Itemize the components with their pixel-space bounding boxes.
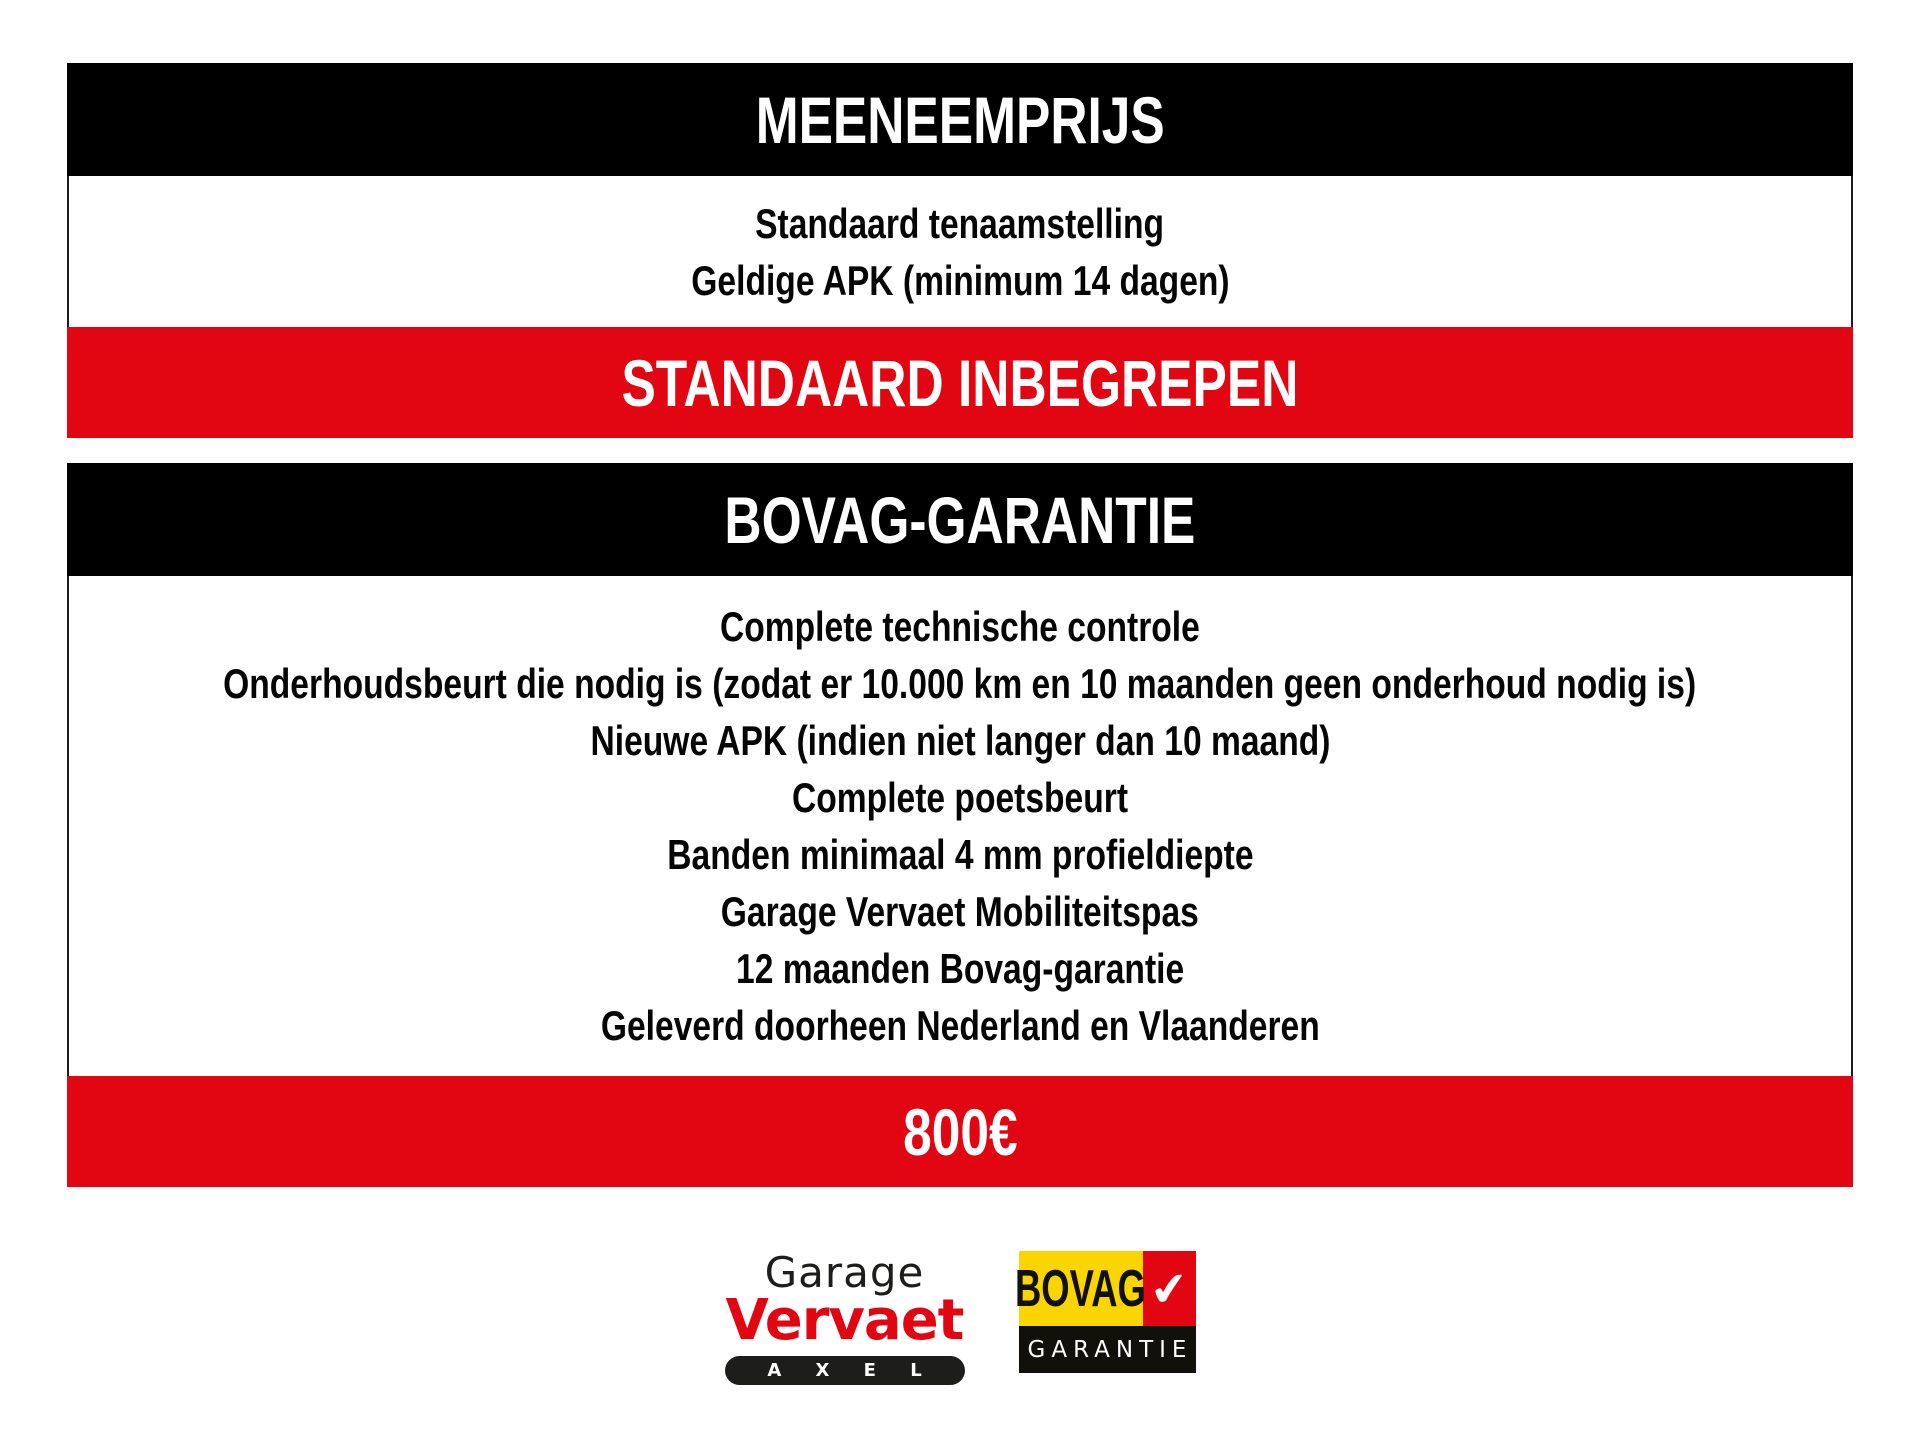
section-divider-gap — [0, 438, 1920, 463]
garantie-item: 12 maanden Bovag-garantie — [735, 945, 1185, 992]
standaard-inbegrepen-bar — [67, 327, 1853, 438]
bovag-garantie-logo — [1015, 1251, 1196, 1373]
footer-logos — [0, 1248, 1920, 1385]
garage-vervaet-logo — [725, 1248, 965, 1385]
garantie-item: Garage Vervaet Mobiliteitspas — [720, 888, 1200, 935]
garage-vervaet-word-vervaet: Vervaet — [725, 1288, 964, 1353]
meeneemprijs-header-bar — [67, 63, 1853, 176]
price-label: 800€ — [902, 1094, 1018, 1169]
bovag-garantie-header-bar — [67, 463, 1853, 576]
meeneemprijs-item: Standaard tenaamstelling — [755, 199, 1165, 247]
garantie-item: Complete technische controle — [720, 603, 1200, 650]
garantie-item: Nieuwe APK (indien niet langer dan 10 maand) — [590, 717, 1330, 764]
bovag-logo-top — [1015, 1251, 1196, 1326]
bovag-logo-subtitle: GARANTIE — [1019, 1326, 1196, 1373]
garantie-item: Onderhoudsbeurt die nodig is (zodat er 10.000 km en 10 maanden geen onderhoud nodig is) — [223, 660, 1697, 707]
meeneemprijs-body — [67, 176, 1853, 327]
meeneemprijs-title: MEENEEMPRIJS — [755, 82, 1165, 157]
garantie-item: Banden minimaal 4 mm profieldiepte — [666, 831, 1254, 878]
garage-vervaet-word-garage: Garage — [764, 1248, 925, 1297]
bovag-red-box — [1143, 1251, 1196, 1326]
standaard-inbegrepen-label: STANDAARD INBEGREPEN — [621, 345, 1299, 420]
garantie-item: Complete poetsbeurt — [791, 774, 1129, 821]
bovag-garantie-section — [67, 463, 1853, 1187]
price-bar — [67, 1076, 1853, 1187]
garantie-item: Geleverd doorheen Nederland en Vlaanderen — [600, 1002, 1320, 1049]
axel-badge: A X E L — [725, 1356, 965, 1385]
meeneemprijs-item: Geldige APK (minimum 14 dagen) — [690, 256, 1230, 304]
bovag-garantie-body — [67, 576, 1853, 1076]
bovag-yellow-box — [1015, 1251, 1146, 1326]
bovag-garantie-title: BOVAG-GARANTIE — [724, 482, 1196, 557]
bovag-logo-name: BOVAG — [1015, 1259, 1146, 1318]
meeneemprijs-section — [67, 63, 1853, 438]
check-icon: ✔ — [1147, 1259, 1191, 1318]
